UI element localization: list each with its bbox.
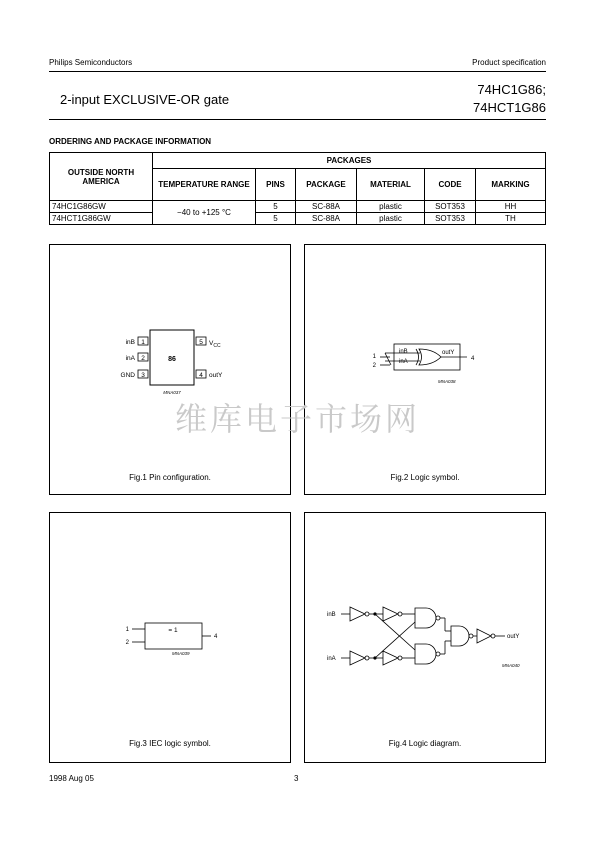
ordering-table: [49, 152, 546, 225]
cell-code: SOT353: [425, 213, 476, 225]
pin1-label: 1: [372, 354, 376, 360]
pin-2-name: inA: [125, 355, 135, 362]
pin-1-number: 1: [141, 339, 145, 346]
cell-type: 74HCT1G86GW: [50, 213, 153, 225]
col-material: MATERIAL: [357, 169, 425, 201]
fig3-caption: Fig.3 IEC logic symbol.: [129, 739, 211, 748]
iec-logic-symbol-diagram: [50, 513, 290, 762]
logic-symbol-diagram: [305, 245, 545, 494]
input-a-label: inA: [399, 359, 408, 365]
cell-package: SC-88A: [296, 213, 357, 225]
pin-configuration-diagram: [50, 245, 290, 494]
company-name: Philips Semiconductors: [49, 58, 133, 67]
page-number: 3: [294, 774, 299, 783]
figure-code: MNA037: [163, 390, 181, 395]
pin-3-name: GND: [120, 372, 135, 379]
col-package: PACKAGE: [296, 169, 357, 201]
cell-pins: 5: [256, 213, 296, 225]
col-outside-north-america: OUTSIDE NORTH AMERICA: [50, 153, 153, 201]
logic-gate-diagram: [305, 513, 545, 762]
section-heading: ORDERING AND PACKAGE INFORMATION: [49, 137, 212, 146]
part-number-2: 74HCT1G86: [473, 100, 546, 115]
figure-code: MNA039: [172, 651, 190, 656]
chip-label: 86: [168, 356, 176, 363]
cell-code: SOT353: [425, 201, 476, 213]
footer-date: 1998 Aug 05: [49, 774, 94, 783]
fig2-caption: Fig.2 Logic symbol.: [390, 473, 460, 482]
doc-title: 2-input EXCLUSIVE-OR gate: [60, 92, 230, 107]
pin2-label: 2: [125, 640, 129, 646]
pin4-label: 4: [214, 634, 218, 640]
pin-2-number: 2: [141, 355, 145, 362]
table-row: [50, 201, 546, 213]
watermark: 维库电子市场网: [174, 400, 420, 438]
pin-4-number: 4: [199, 372, 203, 379]
pin-4-name: outY: [209, 372, 223, 379]
title-rule: [49, 119, 546, 120]
pin2-label: 2: [372, 363, 376, 369]
iec-xor-label: = 1: [168, 627, 178, 634]
cell-material: plastic: [357, 201, 425, 213]
output-label: outY: [442, 350, 455, 356]
cell-temp-range: −40 to +125 °C: [153, 201, 256, 225]
input-b-label: inB: [327, 612, 336, 618]
pin-3-number: 3: [141, 372, 145, 379]
doc-type: Product specification: [472, 58, 546, 67]
pin-1-name: inB: [125, 339, 135, 346]
part-number-1: 74HC1G86;: [477, 82, 546, 97]
cell-package: SC-88A: [296, 201, 357, 213]
output-label: outY: [507, 634, 520, 640]
table-row: [50, 213, 546, 225]
header-rule: [49, 71, 546, 72]
cell-marking: HH: [476, 201, 546, 213]
pin-5-name: $V_{CC}$: [209, 340, 221, 349]
col-group-packages: PACKAGES: [153, 153, 546, 169]
fig3-panel: [49, 512, 291, 763]
input-b-label: inB: [399, 349, 408, 355]
cell-pins: 5: [256, 201, 296, 213]
fig2-panel: [304, 244, 546, 495]
input-a-label: inA: [327, 656, 336, 662]
cell-type: 74HC1G86GW: [50, 201, 153, 213]
col-code: CODE: [425, 169, 476, 201]
fig4-panel: [304, 512, 546, 763]
col-temperature-range: TEMPERATURE RANGE: [153, 169, 256, 201]
fig4-caption: Fig.4 Logic diagram.: [388, 739, 462, 748]
pin1-label: 1: [125, 627, 129, 633]
figure-code: MNA038: [438, 379, 456, 384]
fig1-caption: Fig.1 Pin configuration.: [129, 473, 211, 482]
pin4-label: 4: [471, 356, 475, 362]
fig1-panel: [49, 244, 291, 495]
cell-material: plastic: [357, 213, 425, 225]
cell-marking: TH: [476, 213, 546, 225]
pin-5-number: 5: [199, 339, 203, 346]
col-pins: PINS: [256, 169, 296, 201]
figure-code: MNA040: [502, 663, 520, 668]
col-marking: MARKING: [476, 169, 546, 201]
